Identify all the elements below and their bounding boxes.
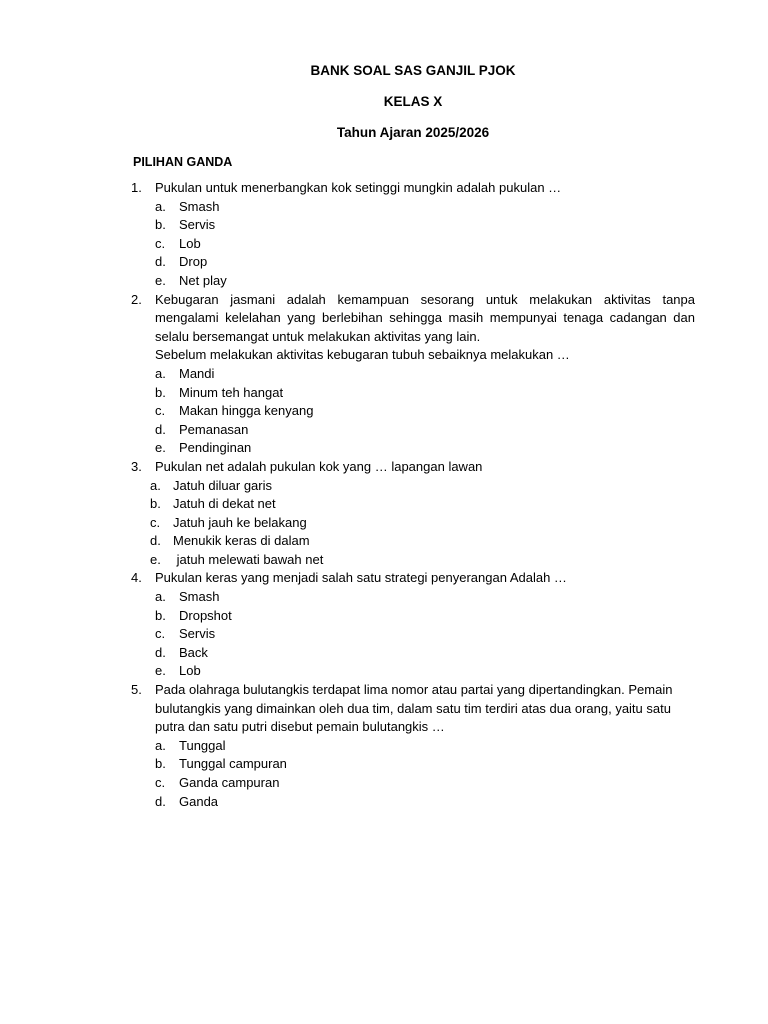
option-5c [155, 774, 695, 793]
option-text: Tunggal campuran [179, 756, 287, 772]
option-text: Jatuh diluar garis [173, 477, 272, 493]
option-2c [155, 402, 695, 421]
option-3c [150, 514, 695, 533]
option-letter: e. [150, 551, 161, 567]
option-text: Dropshot [179, 607, 232, 623]
option-letter: b. [155, 384, 166, 400]
option-text: Net play [179, 272, 227, 288]
option-letter: c. [155, 626, 166, 642]
option-1b [155, 216, 695, 235]
option-2e [155, 439, 695, 458]
question-number: 5. [131, 682, 142, 698]
question-text: Pukulan untuk menerbangkan kok setinggi mungkin adalah pukulan … [155, 180, 562, 195]
question-list [131, 179, 695, 811]
option-letter: b. [155, 217, 166, 233]
option-text: Mandi [179, 365, 215, 381]
option-letter: d. [155, 254, 166, 270]
option-letter: d. [150, 533, 161, 549]
option-4b [155, 607, 695, 626]
option-2b [155, 384, 695, 403]
option-letter: e. [155, 663, 166, 679]
option-5d [155, 793, 695, 812]
academic-year: Tahun Ajaran 2025/2026 [336, 125, 490, 140]
option-text: jatuh melewati bawah net [173, 551, 324, 567]
option-4d [155, 644, 695, 663]
option-text: Servis [179, 626, 216, 642]
question-number: 3. [131, 458, 142, 474]
option-letter: d. [155, 644, 166, 660]
option-text: Lob [179, 235, 201, 251]
option-text: Pendinginan [179, 440, 252, 456]
option-letter: d. [155, 793, 166, 809]
option-text: Jatuh jauh ke belakang [173, 514, 307, 530]
option-text: Drop [179, 254, 208, 270]
option-text: Jatuh di dekat net [173, 496, 276, 512]
option-3d [150, 532, 695, 551]
option-letter: e. [155, 272, 166, 288]
option-text: Tunggal [179, 737, 226, 753]
option-letter: a. [155, 737, 166, 753]
question-number: 4. [131, 570, 142, 586]
document-title: BANK SOAL SAS GANJIL PJOK [310, 63, 516, 78]
option-5a [155, 737, 695, 756]
question-4 [131, 569, 695, 681]
option-letter: a. [155, 589, 166, 605]
question-stem: Sebelum melakukan aktivitas kebugaran tubuh sebaiknya melakukan … [155, 347, 570, 363]
option-text: Ganda campuran [179, 775, 280, 790]
option-5b [155, 755, 695, 774]
option-text: Lob [179, 663, 201, 679]
option-1a [155, 198, 695, 217]
option-text: Minum teh hangat [179, 384, 284, 400]
option-letter: b. [150, 496, 161, 512]
option-1d [155, 253, 695, 272]
question-3 [131, 458, 695, 570]
question-number: 1. [131, 180, 142, 195]
question-2 [131, 291, 695, 458]
question-text: Kebugaran jasmani adalah kemampuan sesorang untuk melakukan aktivitas tanpa mengalami kelelahan yang berlebihan sehingga masih mempunyai tenaga cadangan dan selalu bersemangat untuk melakukan aktivitas yang lain. [155, 291, 695, 344]
question-5 [131, 681, 695, 811]
option-letter: b. [155, 607, 166, 623]
document-header [0, 62, 768, 144]
option-letter: d. [155, 421, 166, 437]
question-text: Pukulan keras yang menjadi salah satu strategi penyerangan Adalah … [155, 570, 567, 586]
question-number: 2. [131, 291, 142, 307]
option-3e [150, 551, 695, 570]
option-letter: e. [155, 440, 166, 456]
question-text: Pada olahraga bulutangkis terdapat lima nomor atau partai yang dipertandingkan. Pemain bulutangkis yang dimainkan oleh dua tim, dalam satu tim terdiri atas dua orang, yaitu satu putra dan satu putri disebut pemain bulutangkis … [155, 682, 673, 735]
option-letter: c. [150, 514, 161, 530]
option-3a [150, 477, 695, 496]
class-label: KELAS X [383, 94, 443, 109]
option-4c [155, 625, 695, 644]
option-letter: c. [155, 235, 166, 251]
option-text: Menukik keras di dalam [173, 533, 310, 549]
question-text: Pukulan net adalah pukulan kok yang … lapangan lawan [155, 458, 483, 474]
question-1 [131, 179, 695, 291]
section-heading: PILIHAN GANDA [133, 155, 233, 169]
option-letter: c. [155, 403, 166, 419]
option-3b [150, 495, 695, 514]
option-text: Smash [179, 589, 220, 605]
option-text: Smash [179, 198, 220, 214]
option-text: Makan hingga kenyang [179, 403, 314, 419]
option-2d [155, 421, 695, 440]
option-1e [155, 272, 695, 291]
option-text: Pemanasan [179, 421, 249, 437]
option-text: Back [179, 644, 208, 660]
option-text: Servis [179, 217, 216, 233]
option-letter: b. [155, 756, 166, 772]
option-1c [155, 235, 695, 254]
option-letter: a. [150, 477, 161, 493]
option-4e [155, 662, 695, 681]
option-letter: a. [155, 365, 166, 381]
option-letter: c. [155, 775, 166, 790]
option-2a [155, 365, 695, 384]
option-letter: a. [155, 198, 166, 214]
option-4a [155, 588, 695, 607]
option-text: Ganda [179, 793, 219, 809]
